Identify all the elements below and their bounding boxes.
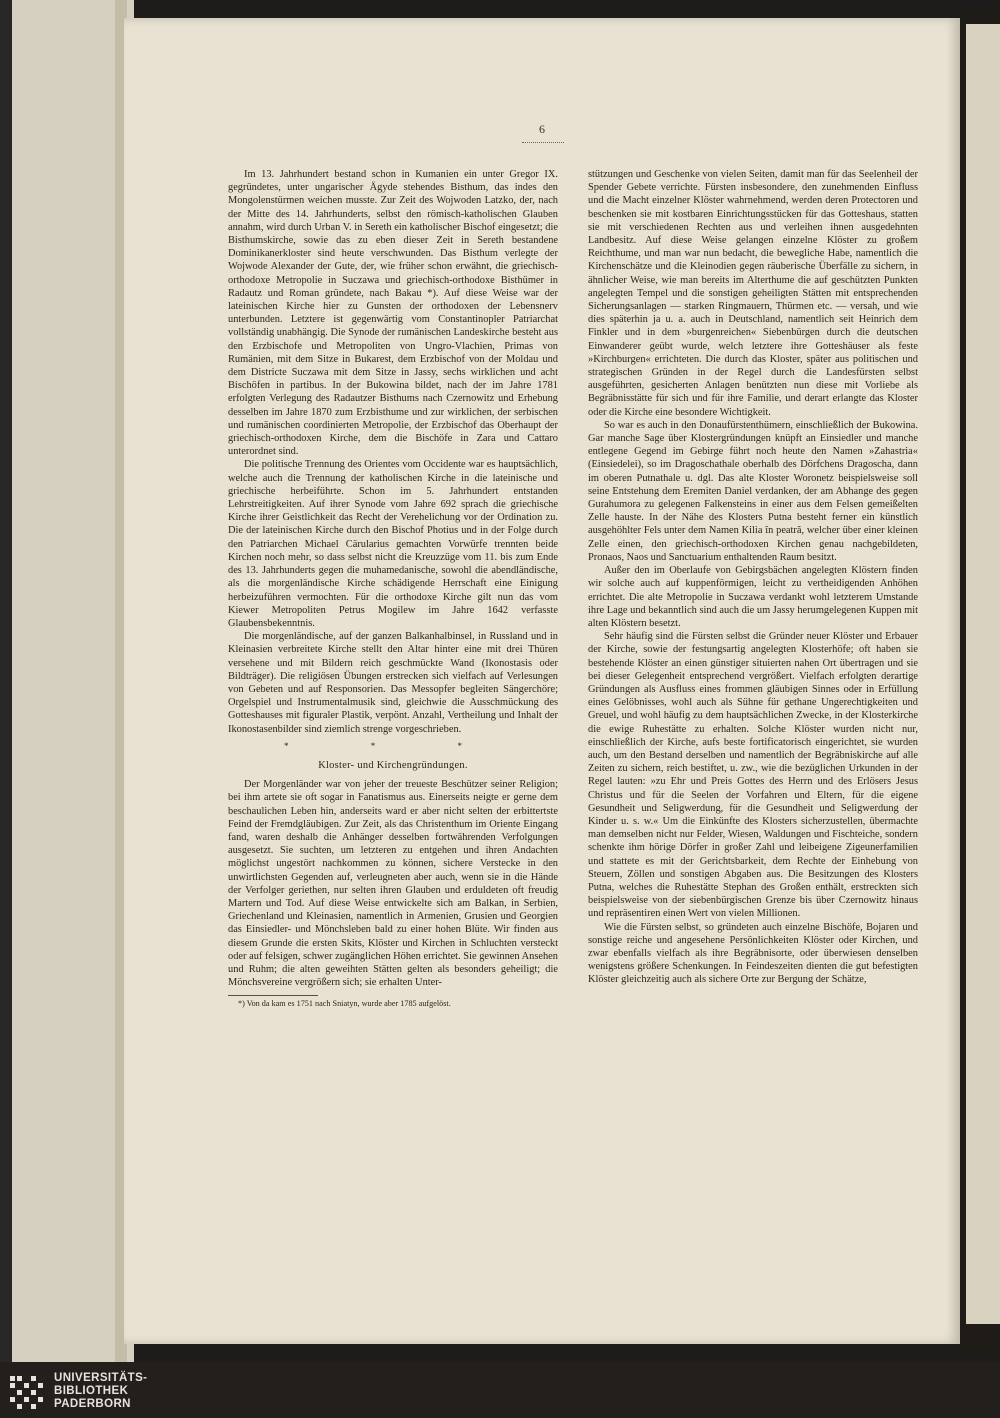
next-page-edge bbox=[966, 24, 1000, 1324]
paragraph: Wie die Fürsten selbst, so gründeten auch einzelne Bischöfe, Bojaren und sonstige reiche und angesehene Persönlichkeiten Klöster oder Kirchen, und zwar ebenfalls vielfach als ihre Begräbnisorte, oder überwiesen denselben wenigstens größere Schenkungen. In Feindeszeiten dienten die gut befestigten Klöster gleichzeitig auch als sichere Orte zur Bergung der Schätze, bbox=[588, 921, 918, 986]
logo-line: UNIVERSITÄTS- bbox=[54, 1372, 148, 1384]
document-page bbox=[124, 18, 960, 1344]
paragraph: Im 13. Jahrhundert bestand schon in Kumanien ein unter Gregor IX. gegründetes, unter ungarischer Ägyde stehendes Bisthum, das indes den Mongolenstürmen weichen musste. Zur Zeit des Wojwoden Latzko, der, nach der Mitte des 14. Jahrhunderts, selbst den römisch-katholischen Glauben annahm, wird durch Urban V. in Sereth ein katholischer Bischof eingesetzt; die Bisthumskirche, sowie das zu eben dieser Zeit in Sereth bestandene Dominikanerkloster sind heute verschwunden. Das Bisthum verlegte der Wojwode Alexander der Gute, der, wie früher schon erwähnt, die griechisch-orthodoxe Metropolie in Suczawa und griechisch-orthodoxe Bisthümer in Radautz und Roman gründete, nach Bakau *). Auf diese Weise war der lateinischen Kirche hier zu Gunsten der orthodoxen der Lebensnerv unterbunden. Letztere ist gegenwärtig vom Constantinopler Patriarchat vollständig unabhängig. Die Synode der rumänischen Landeskirche besteht aus den Erzbischofe und Metropoliten von Ungro-Vlachien, Primas von Rumänien, mit dem Sitze in Bukarest, dem Erzbischof von der Moldau und dem Districte Suczawa mit dem Sitze in Jassy, sechs wirklichen und acht Bischöfen in partibus. In der Bukowina bildet, nach der im Jahre 1781 erfolgten Verlegung des Radautzer Bisthums nach Czernowitz und Erhebung desselben im Jahre 1870 zum Erzbisthume und zur wirklichen, der serbischen und rumänischen coordinierten Metropolie, der Erzbischof das Oberhaupt der griechisch-orthodoxen Kirche, dem die Bischöfe in Zara und Cattaro unterordnet sind. bbox=[228, 169, 558, 458]
footnote-divider bbox=[228, 995, 318, 996]
section-separator-stars: * * * bbox=[284, 740, 502, 751]
library-logo-mark-icon bbox=[8, 1372, 46, 1410]
library-logo-text bbox=[54, 1372, 147, 1411]
paragraph: So war es auch in den Donaufürstenthümern, einschließlich der Bukowina. Gar manche Sage über Klostergründungen knüpft an Einsiedler und manche entlegene Gegend im Gebirge führt noch heute den Namen »Zahastria« (Einsiedelei), so im Dragoschathale oberhalb des Dörfchens Dragoscha, dann im oberen Putnathale u. dgl. Das alte Kloster Woronetz beispielsweise soll seine Entstehung dem Eremiten Daniel verdanken, der am Abhange des gegen Gurahumora zu gelegenen Falkensteins in einer aus dem Felsen gemeißelten Zelle hauste. In der Nähe des Klosters Putna besteht ferner ein künstlich ausgehöhlter Fels unter dem Namen Kilia în peatră, welcher über einer kleinen Zelle einen, den griechisch-orthodoxen Kirchen genau nachgebildeten, Pronaos, Naos und Sanctuarium enthaltenden Raum besitzt. bbox=[588, 419, 918, 563]
section-heading: Kloster- und Kirchengründungen. bbox=[318, 759, 468, 771]
library-logo bbox=[8, 1370, 168, 1414]
right-text-column bbox=[588, 168, 918, 987]
logo-line: BIBLIOTHEK bbox=[54, 1385, 129, 1397]
paragraph: Die politische Trennung des Orientes vom Occidente war es hauptsächlich, welche auch die Trennung der katholischen Kirche in die lateinische und griechische herbeiführte. Schon im 5. Jahrhundert entstanden Lehrstreitigkeiten. Auf ihrer Synode vom Jahre 692 sprach die griechische Kirche ihrer Geistlichkeit das Recht der Verehelichung vor der Ordination zu. Die der lateinischen Kirche durch den Bischof Photius und in der Folge durch den Patriarchen Michael Cärularius gemachten Vorwürfe trennten beide Kirchen noch mehr, so dass selbst nicht die Kreuzzüge vom 11. bis zum Ende des 13. Jahrhunderts gegen die muhamedanische, sowohl die abendländische, als die morgenländische Kirche schädigende Herrschaft eine Einigung herbeizuführen vermochten. Für die orthodoxe Kirche gilt nun das vom Kiewer Metropoliten Petrus Mogilew im Jahre 1642 verfasste Glaubensbekenntnis. bbox=[228, 459, 558, 629]
logo-line: PADERBORN bbox=[54, 1398, 131, 1410]
paragraph: Außer den im Oberlaufe von Gebirgsbächen angelegten Klöstern finden wir solche auch auf kuppenförmigen, leicht zu vertheidigenden Anhöhen errichtet. Die alte Metropolie in Suczawa verdankt wohl letzterem Umstande ihre Lage und bekanntlich sind auch die um Jassy herumgelegenen Kuppen mit alten Klöstern besetzt. bbox=[588, 565, 918, 629]
paragraph: Die morgenländische, auf der ganzen Balkanhalbinsel, in Russland und in Kleinasien verbreitete Kirche stellt den Altar hinter eine mit drei Thüren versehene und mit Bildern reich geschmückte Wand (Ikonostasis oder Bildträger). Die religiösen Übungen erstrecken sich vielfach auf Verlesungen von Gebeten und auf Responsorien. Das Messopfer begleiten Sängerchöre; Orgelspiel und Instrumentalmusik sind, gleichwie die Ausschmückung des Gotteshauses mit figuraler Plastik, verpönt. Anzahl, Vertheilung und Inhalt der Ikonostasenbilder sind ziemlich strenge vorgeschrieben. bbox=[228, 631, 558, 735]
footnote: *) Von da kam es 1751 nach Sniatyn, wurde aber 1785 aufgelöst. bbox=[238, 999, 451, 1009]
paragraph: stützungen und Geschenke von vielen Seiten, damit man für das Seelenheil der Spender Gebete verrichte. Fürsten insbesondere, den zunehmenden Einfluss und die Macht einzelner Klöster wahrnehmend, werden deren Protectoren und beschenken sie mit kostbaren Einrichtungsstücken für das Gotteshaus, statten sie mit verschiedenen Rechten aus und verleihen ihnen ausgedehnten Landbesitz. Auf diese Weise gelangen einzelne Klöster zu großem Reichthume, und man war nun bedacht, die bewegliche Habe, namentlich die Kirchenschätze und die Kleinodien gegen räuberische Überfälle zu sichern, in ähnlicher Weise, wie man bereits im Alterthume die auf geschützten Punkten angelegten Tempel und die sonstigen geheiligten Stätten mit entsprechenden Sicherungsanlagen — starken Ringmauern, Thürmen etc. — versah, und wie dies späterhin ja u. a. auch in Deutschland, namentlich seit Heinrich dem Finkler und in dem »burgenreichen« Siebenbürgen durch die deutschen Einwanderer geübt wurde, welch letztere ihre Gotteshäuser als feste »Kirchburgen« errichteten. Die durch das Kloster, später aus politischen und strategischen Gründen in der Regel durch die Landesfürsten selbst ausgeführten, gesicherten Anlagen benützten nun diese mit Vorliebe als Begräbnisstätte für sich und für ihre Familie, und derart erlangte das Kloster oder die Kirche eine besondere Wichtigkeit. bbox=[588, 169, 918, 418]
paragraph: Der Morgenländer war von jeher der treueste Beschützer seiner Religion; bei ihm artete sie oft sogar in Fanatismus aus. Einerseits neigte er gerne dem beschaulichen Leben hin, anderseits ward er aber nicht selten der erbittertste Feind der Fremdgläubigen. Zur Zeit, als das Christenthum im Oriente Eingang fand, waren deshalb die Anhänger desselben fortwährenden Verfolgungen ausgesetzt. Sie suchten, um letzteren zu entgehen und ihren Andachten möglichst ungestört nachkommen zu können, sichere Verstecke in den unwirtlichsten Gegenden auf, verleugneten aber auch, wenn sie in die Hände der Verfolger geriethen, nur selten ihren Glauben und erduldeten oft freudig Martern und Tod. Auf diese Weise entwickelte sich am Balkan, in Serbien, Griechenland und Kleinasien, namentlich in Armenien, Grusien und Georgien das Einsiedler- und Mönchsleben bald zu einer hohen Blüte. Wir finden aus diesem Grunde die ersten Skits, Klöster und Kirchen in Schluchten versteckt oder auf felsigen, schwer zugänglichen Höhen errichtet. Sie gewinnen Ansehen und Ruhm; die alten geweihten Stätten gelten als besonders geheiligt; die Mönchsvereine vergrößern sich; sie erhalten Unter- bbox=[228, 779, 558, 989]
paragraph: Sehr häufig sind die Fürsten selbst die Gründer neuer Klöster und Erbauer der Kirche, sowie der festungsartig angelegten Klosterhöfe; oft haben sie bestehende Klöster an einen günstiger situierten nahen Ort übertragen und sie bei dieser Gelegenheit entsprechend vergrößert. Vielfach erfolgten derartige Gründungen als Ausfluss eines frommen gläubigen Sinnes oder in Erfüllung eines Gelöbnisses, wohl auch als Sühne für gethane Ungerechtigkeiten und Greuel, und wohl häufig zu dem hauptsächlichen Zwecke, in der Klosterkirche die ewige Ruhestätte zu erhalten. Solche Klöster wurden nicht nur, einschließlich der Kirche, aufs beste fortificatorisch eingerichtet, sie wurden auch, um den Bestand derselben und namentlich der Begräbniskirche auf alle Zeiten zu sichern, reich bestiftet, u. zw., wie die bezüglichen Urkunden in der Regel lauten: »zu Ehr und Preis Gottes des Herrn und des Erlösers Jesus Christus und für die Seelen der Vorfahren und Eltern, für die eigene Gesundheit und Seligwerdung, für die Gesundheit und Seligwerdung der Kinder u. s. w.« Um die Einkünfte des Klosters sicherzustellen, übermachte man demselben nicht nur Felder, Wiesen, Waldungen und Fischteiche, sondern schenkte ihm hörige Dörfer in großer Zahl und leibeigene Zigeunerfamilien und stattete es mit der Gerichtsbarkeit, dem Rechte der Einhebung von Steuern, Zöllen und sonstigen Abgaben aus. Die Besitzungen des Klosters Putna, welches die Ruhestätte Stephan des Großen enthält, erstreckten sich beispielsweise von der siebenbürgischen Grenze bis über Czernowitz hinaus und repräsentiren einen Wert von vielen Millionen. bbox=[588, 631, 918, 920]
page-number: 6 bbox=[539, 122, 545, 136]
left-text-column bbox=[228, 168, 558, 1009]
page-number-ornament bbox=[522, 140, 564, 143]
